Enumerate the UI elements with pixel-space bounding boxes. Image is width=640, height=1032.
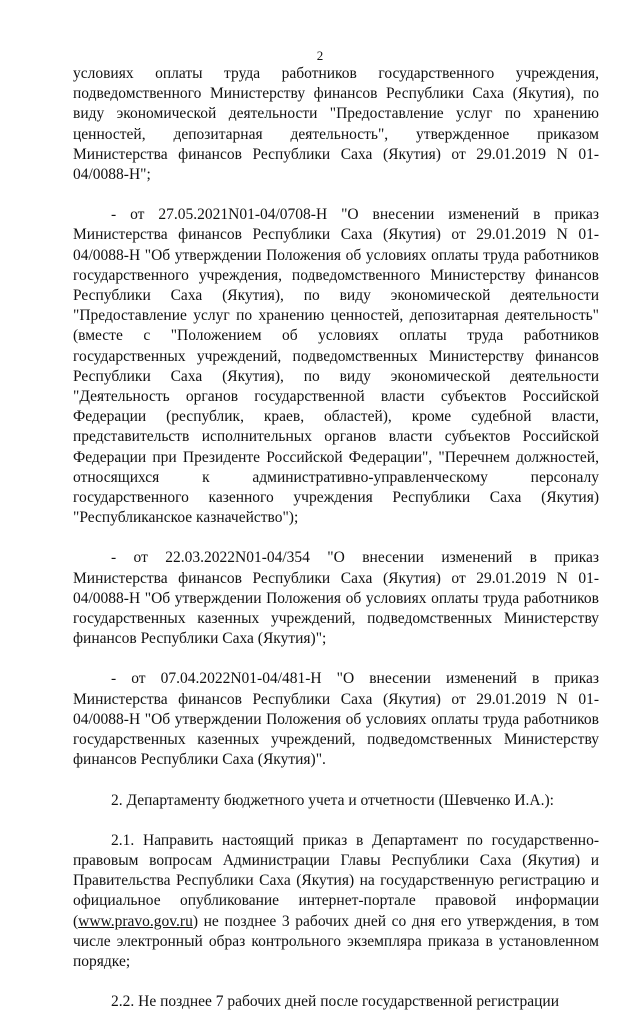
paragraph-amendment-2022-03: - от 22.03.2022N01-04/354 "О внесении изменений в приказ Министерства финансов Республики Саха (Якутия) от 29.01.2019 N 01-04/0088-Н "Об утверждении Положения об условиях оплаты труда работников государственных казенных учреждений, подведомственных Министерству финансов Республики Саха (Якутия)"; [73, 549, 599, 648]
paragraph-item-2: 2. Департаменту бюджетного учета и отчетности (Шевченко И.А.): [111, 791, 554, 809]
item-2-1-text-after: ) не позднее 3 рабочих дней со дня его утверждения, в том числе электронный образ контрольного экземпляра приказа в установленном порядке; [73, 912, 599, 970]
document-body [73, 64, 599, 1032]
paragraph-item-2-2: 2.2. Не позднее 7 рабочих дней после государственной регистрации [111, 993, 559, 1011]
pravo-link[interactable]: www.pravo.gov.ru [78, 912, 193, 930]
page-number: 2 [316, 48, 324, 63]
paragraph-continuation: условиях оплаты труда работников государственного учреждения, подведомственного Министерству финансов Республики Саха (Якутия), по виду экономической деятельности "Предоставление услуг по хранению ценностей, депозитарная деятельность", утвержденное приказом Министерства финансов Республики Саха (Якутия) от 29.01.2019 N 01-04/0088-Н"; [73, 65, 599, 184]
paragraph-amendment-2021: - от 27.05.2021N01-04/0708-Н "О внесении изменений в приказ Министерства финансов Республики Саха (Якутия) от 29.01.2019 N 01-04/0088-Н "Об утверждении Положения об условиях оплаты труда работников государственного учреждения, подведомственного Министерству финансов Республики Саха (Якутия), по виду экономической деятельности "Предоставление услуг по хранению ценностей, депозитарная деятельность" (вместе с "Положением об условиях оплаты труда работников государственных учреждений, подведомственных Министерству финансов Республики Саха (Якутия), по виду экономической деятельности "Деятельность органов государственной власти субъектов Российской Федерации (республик, краев, областей), кроме судебной власти, представительств исполнительных органов власти субъектов Российской Федерации при Президенте Российской Федерации", "Перечнем должностей, относящихся к административно-управленческому персоналу государственного казенного учреждения Республики Саха (Якутия) "Республиканское казначейство"); [73, 206, 599, 527]
paragraph-amendment-2022-04: - от 07.04.2022N01-04/481-Н "О внесении изменений в приказ Министерства финансов Республики Саха (Якутия) от 29.01.2019 N 01-04/0088-Н "Об утверждении Положения об условиях оплаты труда работников государственных казенных учреждений, подведомственных Министерству финансов Республики Саха (Якутия)". [73, 670, 599, 769]
paragraph-item-2-1 [73, 831, 599, 972]
item-2-1-text-before: 2.1. Направить настоящий приказ в Департамент по государственно-правовым вопросам Администрации Главы Республики Саха (Якутия) и Правительства Республики Саха (Якутия) на государственную регистрацию и официальное опубликование интернет-портале правовой информации ( [73, 831, 599, 930]
